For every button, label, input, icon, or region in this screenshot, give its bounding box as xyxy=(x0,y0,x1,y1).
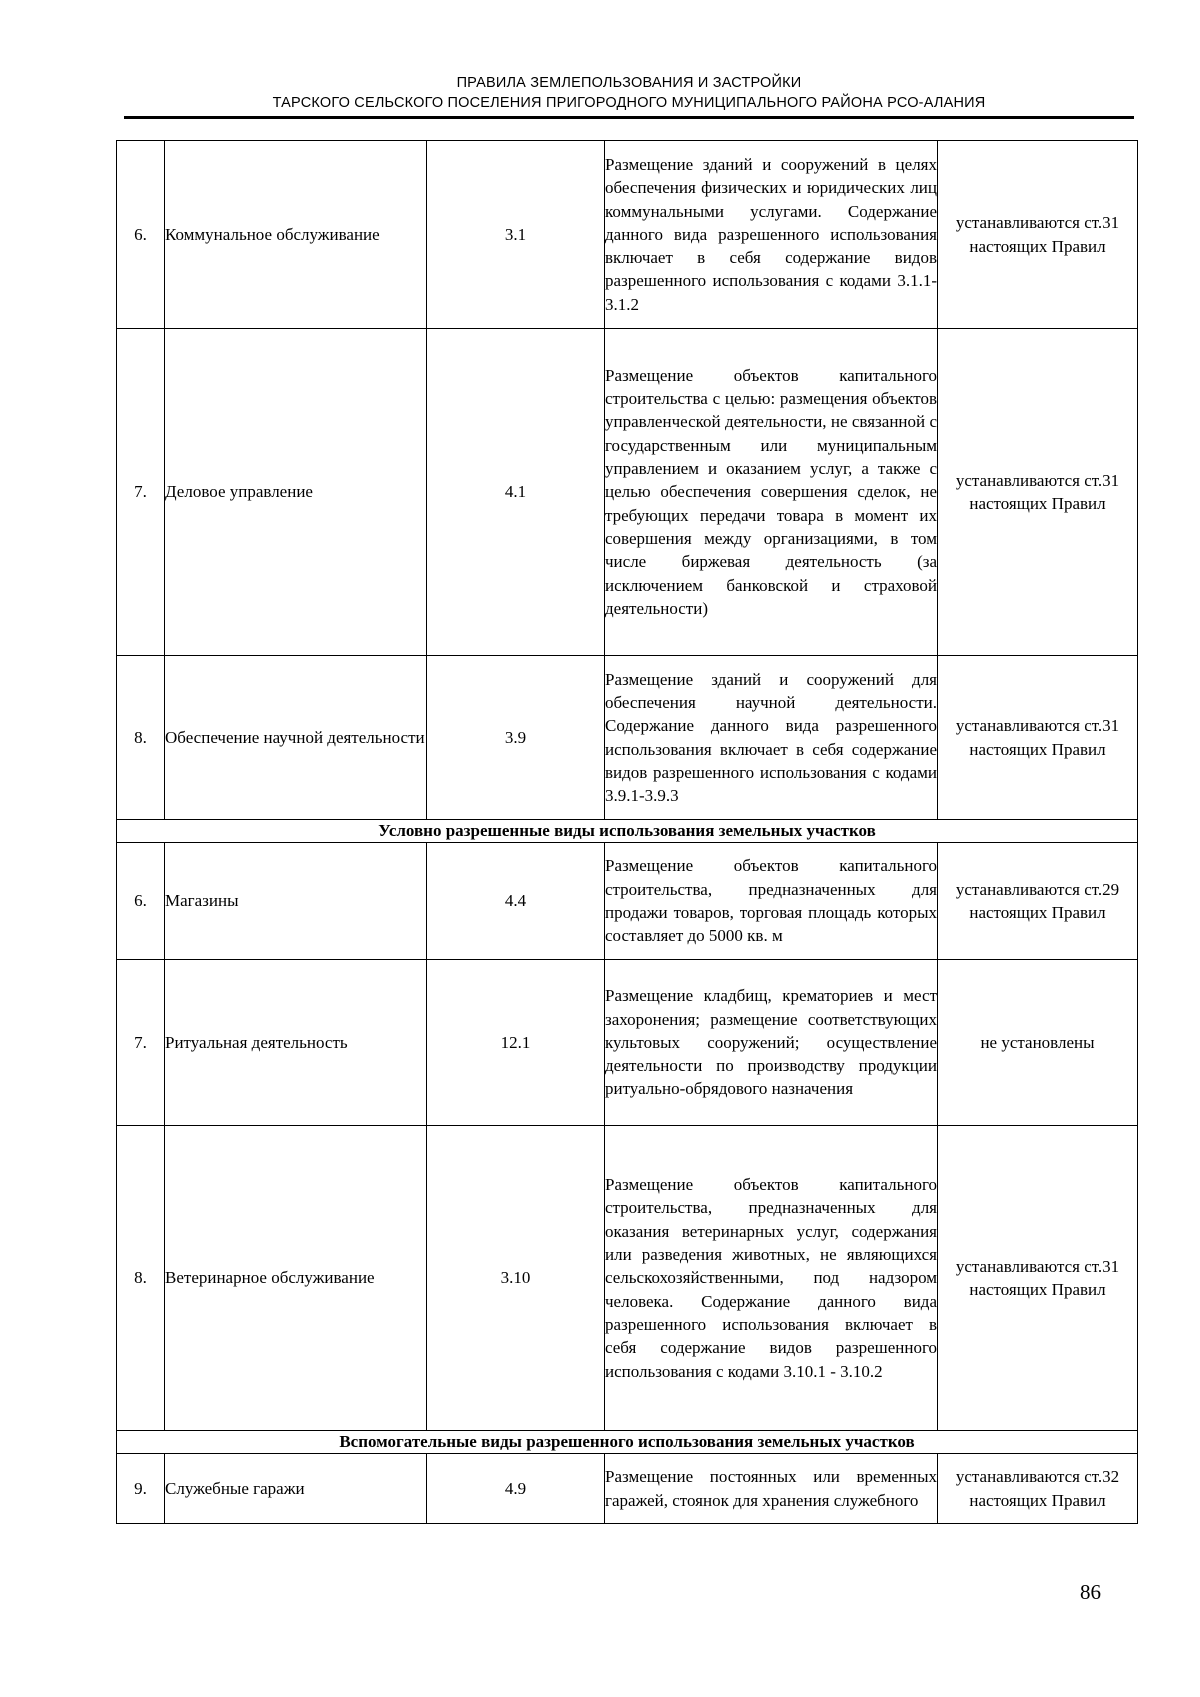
row-number: 9. xyxy=(117,1454,165,1524)
use-limits: устанавливаются ст.29 настоящих Правил xyxy=(938,843,1138,960)
use-limits: устанавливаются ст.31 настоящих Правил xyxy=(938,141,1138,329)
header-line-2: ТАРСКОГО СЕЛЬСКОГО ПОСЕЛЕНИЯ ПРИГОРОДНОГО МУНИЦИПАЛЬНОГО РАЙОНА РСО-АЛАНИЯ xyxy=(272,95,986,111)
use-name: Ветеринарное обслуживание xyxy=(165,1126,427,1431)
table-row xyxy=(117,141,1138,329)
page-number: 86 xyxy=(1080,1580,1101,1604)
row-number: 7. xyxy=(117,960,165,1126)
use-limits: устанавливаются ст.32 настоящих Правил xyxy=(938,1454,1138,1524)
use-limits: устанавливаются ст.31 настоящих Правил xyxy=(938,1126,1138,1431)
table-row xyxy=(117,843,1138,960)
use-code: 3.10 xyxy=(427,1126,605,1431)
use-code: 4.1 xyxy=(427,329,605,656)
use-name: Коммунальное обслуживание xyxy=(165,141,427,329)
use-limits: устанавливаются ст.31 настоящих Правил xyxy=(938,656,1138,820)
use-description: Размещение постоянных или временных гаражей, стоянок для хранения служебного xyxy=(605,1454,938,1524)
row-number: 7. xyxy=(117,329,165,656)
use-description: Размещение объектов капитального строительства, предназначенных для продажи товаров, торговая площадь которых составляет до 5000 кв. м xyxy=(605,843,938,960)
use-description: Размещение зданий и сооружений в целях обеспечения физических и юридических лиц коммунальными услугами. Содержание данного вида разрешенного использования включает в себя содержание видов разрешенного использования с кодами 3.1.1-3.1.2 xyxy=(605,141,938,329)
table-row xyxy=(117,1454,1138,1524)
header-line-1: ПРАВИЛА ЗЕМЛЕПОЛЬЗОВАНИЯ И ЗАСТРОЙКИ xyxy=(456,75,802,91)
row-number: 6. xyxy=(117,843,165,960)
header-rule xyxy=(124,116,1134,119)
use-limits: не установлены xyxy=(938,960,1138,1126)
use-name: Деловое управление xyxy=(165,329,427,656)
use-code: 3.9 xyxy=(427,656,605,820)
use-code: 4.9 xyxy=(427,1454,605,1524)
section-row xyxy=(117,1431,1138,1454)
row-number: 8. xyxy=(117,1126,165,1431)
table-row xyxy=(117,960,1138,1126)
use-name: Служебные гаражи xyxy=(165,1454,427,1524)
use-description: Размещение кладбищ, крематориев и мест захоронения; размещение соответствующих культовых сооружений; осуществление деятельности по производству продукции ритуально-обрядового назначения xyxy=(605,960,938,1126)
row-number: 8. xyxy=(117,656,165,820)
use-name: Магазины xyxy=(165,843,427,960)
table-row xyxy=(117,329,1138,656)
use-name: Ритуальная деятельность xyxy=(165,960,427,1126)
table-row xyxy=(117,1126,1138,1431)
table-row xyxy=(117,656,1138,820)
section-heading-auxiliary: Вспомогательные виды разрешенного использования земельных участков xyxy=(117,1431,1138,1454)
section-row xyxy=(117,820,1138,843)
land-use-table xyxy=(116,140,1138,1524)
use-description: Размещение объектов капитального строительства, предназначенных для оказания ветеринарных услуг, содержания или разведения животных, не являющихся сельскохозяйственными, под надзором человека. Содержание данного вида разрешенного использования включает в себя содержание видов разрешенного использования с кодами 3.10.1 - 3.10.2 xyxy=(605,1126,938,1431)
running-header xyxy=(124,73,1134,113)
row-number: 6. xyxy=(117,141,165,329)
use-code: 4.4 xyxy=(427,843,605,960)
use-code: 3.1 xyxy=(427,141,605,329)
use-description: Размещение объектов капитального строительства с целью: размещения объектов управленческой деятельности, не связанной с государственным или муниципальным управлением и оказанием услуг, а также с целью обеспечения совершения сделок, не требующих передачи товара в момент их совершения между организациями, в том числе биржевая деятельность (за исключением банковской и страховой деятельности) xyxy=(605,329,938,656)
use-description: Размещение зданий и сооружений для обеспечения научной деятельности. Содержание данного вида разрешенного использования включает в себя содержание видов разрешенного использования с кодами 3.9.1-3.9.3 xyxy=(605,656,938,820)
use-code: 12.1 xyxy=(427,960,605,1126)
section-heading-conditional: Условно разрешенные виды использования земельных участков xyxy=(117,820,1138,843)
use-name: Обеспечение научной деятельности xyxy=(165,656,427,820)
use-limits: устанавливаются ст.31 настоящих Правил xyxy=(938,329,1138,656)
